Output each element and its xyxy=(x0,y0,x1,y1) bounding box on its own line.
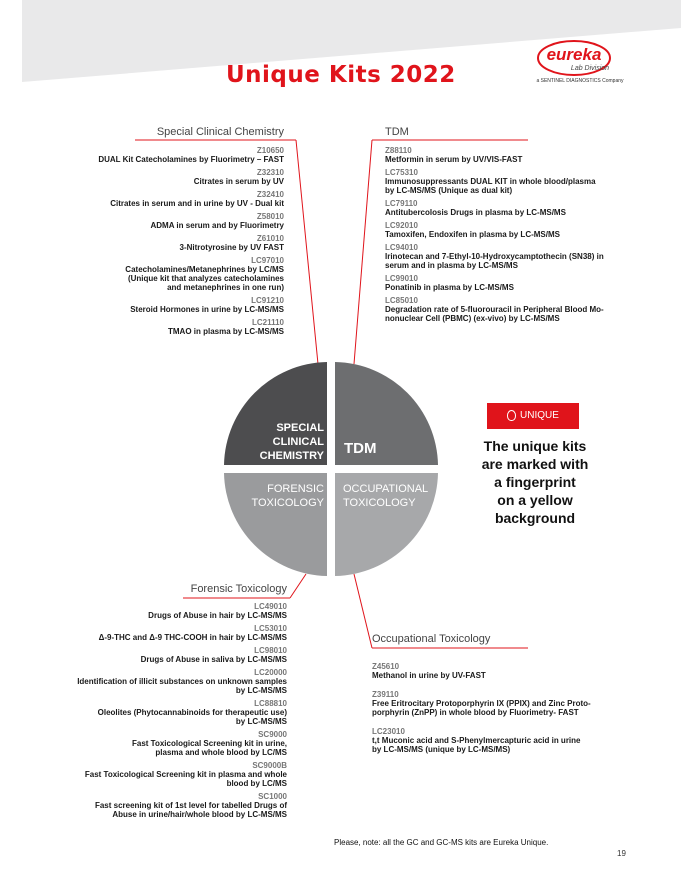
list-item xyxy=(77,699,287,726)
list-item xyxy=(98,212,284,230)
kit-description: Tamoxifen, Endoxifen in plasma by LC-MS/MS xyxy=(385,230,560,239)
list-occupational xyxy=(372,662,591,764)
kit-description: Abuse in urine/hair/whole blood by LC-MS/MS xyxy=(112,810,287,819)
list-item xyxy=(77,792,287,819)
kit-description: Δ-9-THC and Δ-9 THC-COOH in hair by LC-MS/MS xyxy=(98,633,287,642)
kit-code: SC9000B xyxy=(252,761,287,770)
list-item xyxy=(77,730,287,757)
kit-code: LC20000 xyxy=(254,668,287,677)
kit-code: Z39110 xyxy=(372,690,399,699)
pie-label-special: SPECIAL CLINICAL CHEMISTRY xyxy=(259,422,324,462)
kit-code: Z10650 xyxy=(256,146,284,155)
list-item xyxy=(385,296,604,323)
kit-description: ADMA in serum and by Fluorimetry xyxy=(150,221,284,230)
kit-description: and metanephrines in one run) xyxy=(167,283,284,292)
kit-description: Ponatinib in plasma by LC-MS/MS xyxy=(385,283,514,292)
kit-description: Catecholamines/Metanephrines by LC/MS xyxy=(125,265,284,274)
kit-description: Steroid Hormones in urine by LC-MS/MS xyxy=(130,305,284,314)
kit-code: LC91210 xyxy=(251,296,284,305)
kit-code: LC85010 xyxy=(385,296,418,305)
kit-code: SC1000 xyxy=(258,792,287,801)
kit-code: Z32310 xyxy=(256,168,284,177)
list-item xyxy=(98,234,284,252)
list-item xyxy=(372,662,591,680)
list-item xyxy=(385,168,604,195)
list-item xyxy=(385,199,604,217)
kit-description: by LC-MS/MS (unique by LC-MS/MS) xyxy=(372,745,511,754)
kit-code: Z45610 xyxy=(372,662,400,671)
kit-description: blood by LC/MS xyxy=(226,779,287,788)
section-title-forensic: Forensic Toxicology xyxy=(190,583,287,595)
list-item xyxy=(77,646,287,664)
list-item xyxy=(98,168,284,186)
svg-text:Lab Division: Lab Division xyxy=(570,65,610,72)
page-title: Unique Kits 2022 xyxy=(226,62,456,88)
section-title-tdm: TDM xyxy=(385,126,409,138)
pie-label-forensic: FORENSIC TOXICOLOGY xyxy=(251,483,324,509)
list-special xyxy=(98,146,284,340)
kit-code: Z32410 xyxy=(256,190,284,199)
kit-code: LC21110 xyxy=(251,318,284,327)
list-item xyxy=(98,318,284,336)
kit-code: SC9000 xyxy=(258,730,287,739)
kit-description: Citrates in serum and in urine by UV - Dual kit xyxy=(110,199,284,208)
list-item xyxy=(98,256,284,292)
kit-description: Fast Toxicological Screening kit in urine, xyxy=(132,739,287,748)
kit-description: by LC-MS/MS xyxy=(235,717,287,726)
kit-description: Fast screening kit of 1st level for tabelled Drugs of xyxy=(94,801,287,810)
kit-code: Z61010 xyxy=(256,234,284,243)
kit-code: LC23010 xyxy=(372,727,405,736)
list-item xyxy=(385,274,604,292)
list-tdm xyxy=(385,146,604,327)
kit-description: serum and in plasma by LC-MS/MS xyxy=(385,261,518,270)
kit-description: t,t Muconic acid and S-Phenylmercapturic acid in urine xyxy=(372,736,581,745)
list-item xyxy=(98,296,284,314)
kit-description: Identification of illicit substances on unknown samples xyxy=(77,677,287,686)
fingerprint-icon xyxy=(507,410,516,421)
kit-description: Immunosuppressants DUAL KIT in whole blood/plasma xyxy=(385,177,596,186)
list-item xyxy=(385,243,604,270)
kit-description: Antitubercolosis Drugs in plasma by LC-MS/MS xyxy=(385,208,566,217)
kit-description: Methanol in urine by UV-FAST xyxy=(372,671,486,680)
list-item xyxy=(77,761,287,788)
kit-description: Degradation rate of 5-fluorouracil in Peripheral Blood Mo- xyxy=(385,305,604,314)
unique-badge-label: UNIQUE xyxy=(520,410,559,421)
footer-note: Please, note: all the GC and GC-MS kits are Eureka Unique. xyxy=(334,838,549,847)
kit-description: Fast Toxicological Screening kit in plasma and whole xyxy=(84,770,287,779)
list-forensic xyxy=(77,602,287,823)
kit-description: by LC-MS/MS xyxy=(235,686,287,695)
kit-description: plasma and whole blood by LC/MS xyxy=(155,748,287,757)
kit-code: LC75310 xyxy=(385,168,418,177)
kit-code: LC49010 xyxy=(254,602,287,611)
kit-description: 3-Nitrotyrosine by UV FAST xyxy=(179,243,284,252)
list-item xyxy=(98,146,284,164)
kit-code: LC99010 xyxy=(385,274,418,283)
kit-description: DUAL Kit Catecholamines by Fluorimetry – FAST xyxy=(98,155,284,164)
kit-description: TMAO in plasma by LC-MS/MS xyxy=(167,327,284,336)
pie-label-occupational: OCCUPATIONAL TOXICOLOGY xyxy=(343,483,429,509)
svg-text:eureka: eureka xyxy=(546,45,602,64)
kit-description: Citrates in serum by UV xyxy=(193,177,284,186)
unique-legend: The unique kits are marked with a fingerprint on a yellow background xyxy=(481,438,589,526)
section-title-special: Special Clinical Chemistry xyxy=(156,126,284,138)
kit-code: LC97010 xyxy=(251,256,284,265)
kit-description: Drugs of Abuse in hair by LC-MS/MS xyxy=(148,611,287,620)
list-item xyxy=(77,668,287,695)
list-item xyxy=(77,602,287,620)
kit-code: LC92010 xyxy=(385,221,418,230)
kit-description: Free Eritrocitary Protoporphyrin IX (PPIX) and Zinc Proto- xyxy=(372,699,591,708)
kit-description: Oleolites (Phytocannabinoids for therapeutic use) xyxy=(97,708,287,717)
kit-code: LC53010 xyxy=(254,624,287,633)
kit-code: LC79110 xyxy=(385,199,418,208)
kit-description: porphyrin (ZnPP) in whole blood by Fluorimetry- FAST xyxy=(372,708,579,717)
kit-description: nonuclear Cell (PBMC) (ex-vivo) by LC-MS/MS xyxy=(385,314,560,323)
kit-code: LC88810 xyxy=(254,699,287,708)
kit-description: (Unique kit that analyzes catecholamines xyxy=(127,274,284,283)
kit-description: Irinotecan and 7-Ethyl-10-Hydroxycamptothecin (SN38) in xyxy=(385,252,604,261)
pie-label-tdm: TDM xyxy=(344,440,377,457)
kit-code: LC94010 xyxy=(385,243,418,252)
kit-code: Z88110 xyxy=(385,146,412,155)
list-item xyxy=(385,221,604,239)
list-item xyxy=(385,146,604,164)
page-number: 19 xyxy=(617,849,626,858)
list-item xyxy=(372,727,591,754)
svg-text:a SENTINEL DIAGNOSTICS Company: a SENTINEL DIAGNOSTICS Company xyxy=(536,78,624,84)
list-item xyxy=(98,190,284,208)
list-item xyxy=(77,624,287,642)
kit-description: Drugs of Abuse in saliva by LC-MS/MS xyxy=(140,655,287,664)
kit-code: LC98010 xyxy=(254,646,287,655)
kit-code: Z58010 xyxy=(256,212,284,221)
list-item xyxy=(372,690,591,717)
unique-badge xyxy=(487,403,579,429)
kit-description: by LC-MS/MS (Unique as dual kit) xyxy=(385,186,513,195)
section-title-occupational: Occupational Toxicology xyxy=(372,633,491,645)
kit-description: Metformin in serum by UV/VIS-FAST xyxy=(385,155,523,164)
